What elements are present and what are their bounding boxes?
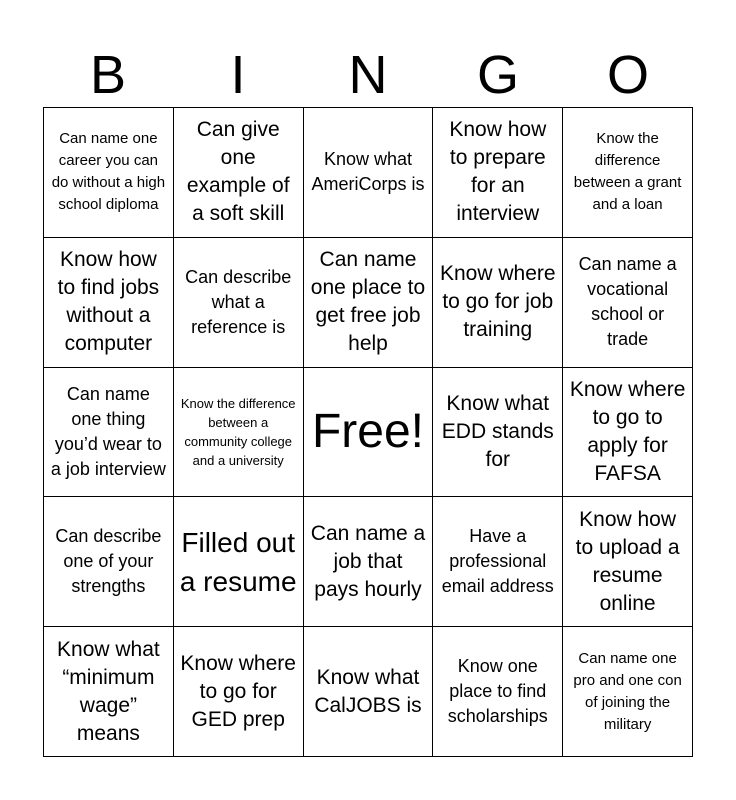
free-space-text: Free! bbox=[311, 404, 424, 458]
cell-text: Have a professional email address bbox=[441, 526, 554, 597]
cell-text: Know what AmeriCorps is bbox=[311, 149, 425, 195]
bingo-cell[interactable] bbox=[433, 627, 563, 757]
bingo-cell[interactable] bbox=[44, 238, 174, 368]
bingo-cell[interactable] bbox=[563, 497, 693, 627]
bingo-cell[interactable] bbox=[563, 627, 693, 757]
bingo-cell[interactable] bbox=[44, 108, 174, 238]
header-letter-o: O bbox=[606, 45, 649, 105]
cell-text: Can describe what a reference is bbox=[185, 266, 292, 337]
cell-text: Know the difference between a community college and a university bbox=[180, 395, 296, 468]
header-letter-g: G bbox=[476, 45, 519, 105]
cell-text: Know how to find jobs without a computer bbox=[57, 248, 160, 356]
cell-text: Can name one place to get free job help bbox=[310, 248, 426, 356]
bingo-cell[interactable] bbox=[433, 497, 563, 627]
cell-text: Can name one career you can do without a high school diploma bbox=[51, 130, 166, 214]
cell-text: Know one place to find scholarships bbox=[447, 656, 548, 727]
bingo-board bbox=[43, 107, 693, 757]
bingo-cell[interactable] bbox=[174, 238, 304, 368]
bingo-cell[interactable] bbox=[304, 497, 434, 627]
bingo-cell[interactable] bbox=[304, 627, 434, 757]
bingo-header bbox=[43, 45, 693, 105]
bingo-cell[interactable] bbox=[174, 368, 304, 498]
bingo-cell[interactable] bbox=[563, 238, 693, 368]
header-letter-i: I bbox=[230, 45, 246, 105]
cell-text: Can name one thing you’d wear to a job interview bbox=[50, 383, 166, 479]
cell-text: Know how to prepare for an interview bbox=[449, 118, 547, 226]
bingo-cell[interactable] bbox=[563, 368, 693, 498]
bingo-cell[interactable] bbox=[304, 238, 434, 368]
cell-text: Filled out a resume bbox=[179, 526, 297, 597]
free-space-cell[interactable] bbox=[304, 368, 434, 498]
bingo-cell[interactable] bbox=[174, 108, 304, 238]
cell-text: Know what CalJOBS is bbox=[314, 665, 422, 717]
cell-text: Can name a job that pays hourly bbox=[310, 521, 426, 601]
header-letter-n: N bbox=[348, 45, 388, 105]
bingo-cell[interactable] bbox=[174, 497, 304, 627]
cell-text: Can describe one of your strengths bbox=[55, 526, 162, 597]
bingo-cell[interactable] bbox=[563, 108, 693, 238]
cell-text: Know where to go to apply for FAFSA bbox=[569, 377, 686, 485]
cell-text: Know what “minimum wage” means bbox=[57, 637, 160, 745]
bingo-cell[interactable] bbox=[44, 627, 174, 757]
bingo-cell[interactable] bbox=[433, 368, 563, 498]
header-letter-b: B bbox=[89, 45, 127, 105]
bingo-cell[interactable] bbox=[304, 108, 434, 238]
bingo-cell[interactable] bbox=[174, 627, 304, 757]
cell-text: Can name one pro and one con of joining the military bbox=[573, 649, 682, 733]
cell-text: Know how to upload a resume online bbox=[575, 507, 680, 615]
bingo-cell[interactable] bbox=[433, 238, 563, 368]
cell-text: Know where to go for GED prep bbox=[180, 651, 296, 731]
cell-text: Know the difference between a grant and a loan bbox=[573, 130, 682, 214]
cell-text: Know what EDD stands for bbox=[441, 391, 554, 471]
cell-text: Can name a vocational school or trade bbox=[578, 254, 677, 350]
bingo-cell[interactable] bbox=[44, 368, 174, 498]
cell-text: Can give one example of a soft skill bbox=[186, 118, 290, 226]
bingo-cell[interactable] bbox=[44, 497, 174, 627]
cell-text: Know where to go for job training bbox=[440, 262, 556, 342]
bingo-cell[interactable] bbox=[433, 108, 563, 238]
